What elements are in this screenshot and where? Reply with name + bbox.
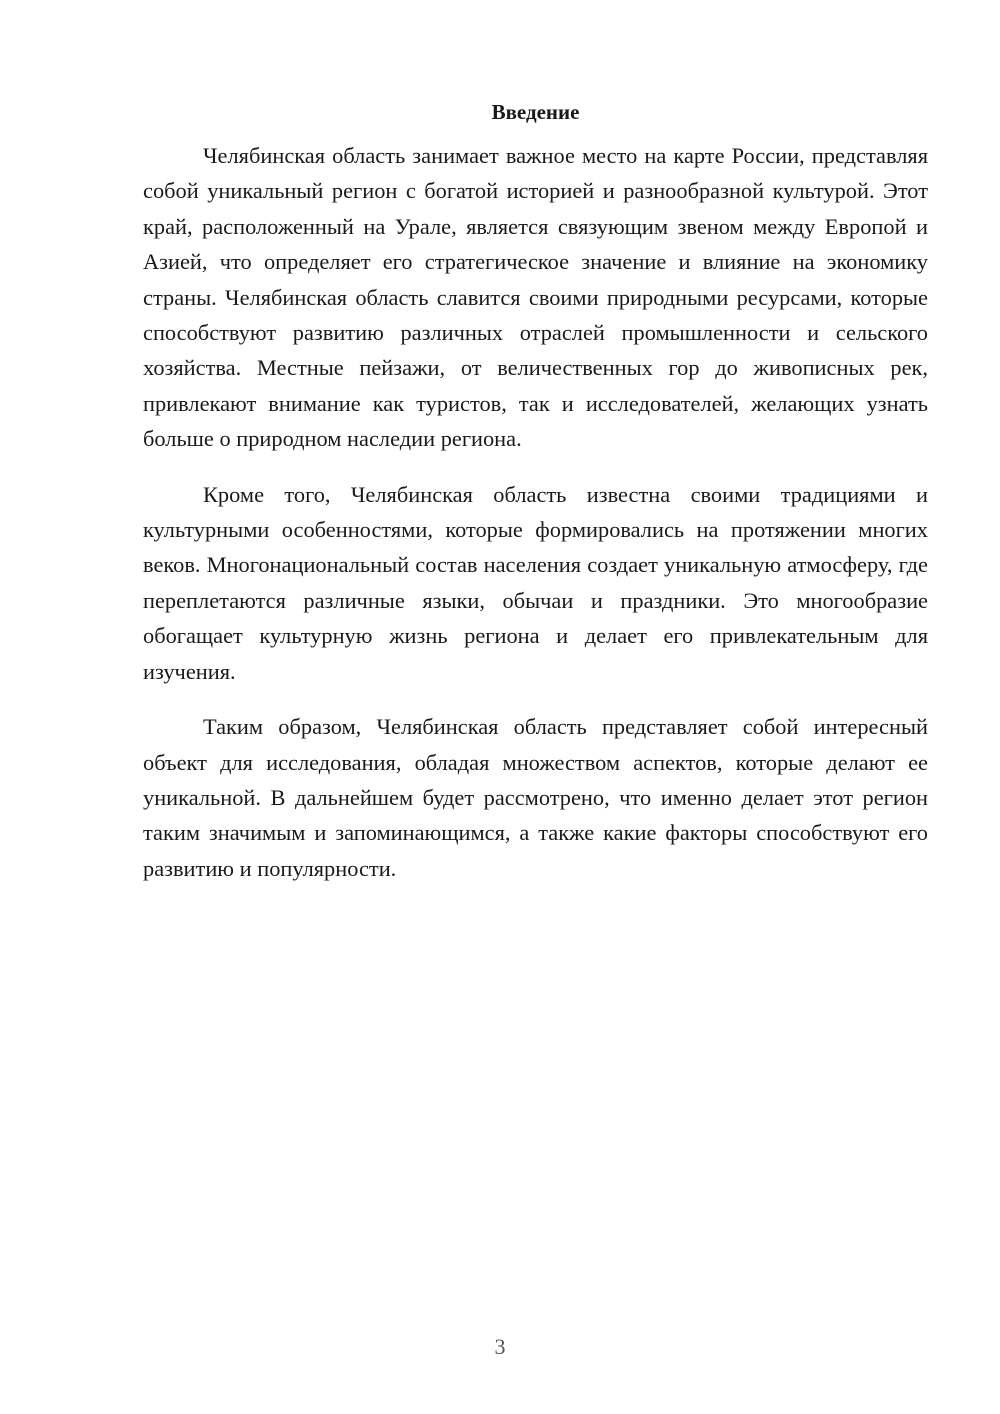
section-heading: Введение [491,100,580,124]
paragraph-2: Кроме того, Челябинская область известна своими традициями и культурными особенностями, которые формировались на протяжении многих веков. Многонациональный состав населения создает уникальную атмосферу, где переплетаются различные языки, обычаи и праздники. Это многообразие обогащает культурную жизнь региона и делает его привлекательным для изучения. [143,481,928,684]
page-content [143,94,928,906]
page-number: 3 [494,1334,506,1359]
paragraph-1: Челябинская область занимает важное место на карте России, представляя собой уникальный регион с богатой историей и разнообразной культурой. Этот край, расположенный на Урале, является связующим звеном между Европой и Азией, что определяет его стратегическое значение и влияние на экономику страны. Челябинская область славится своими природными ресурсами, которые способствуют развитию различных отраслей промышленности и сельского хозяйства. Местные пейзажи, от величественных гор до живописных рек, привлекают внимание как туристов, так и исследователей, желающих узнать больше о природном наследии региона. [143,143,928,452]
paragraph-3: Таким образом, Челябинская область представляет собой интересный объект для исследования, обладая множеством аспектов, которые делают ее уникальной. В дальнейшем будет рассмотрено, что именно делает этот регион таким значимым и запоминающимся, а также какие факторы способствуют его развитию и популярности. [143,714,928,881]
